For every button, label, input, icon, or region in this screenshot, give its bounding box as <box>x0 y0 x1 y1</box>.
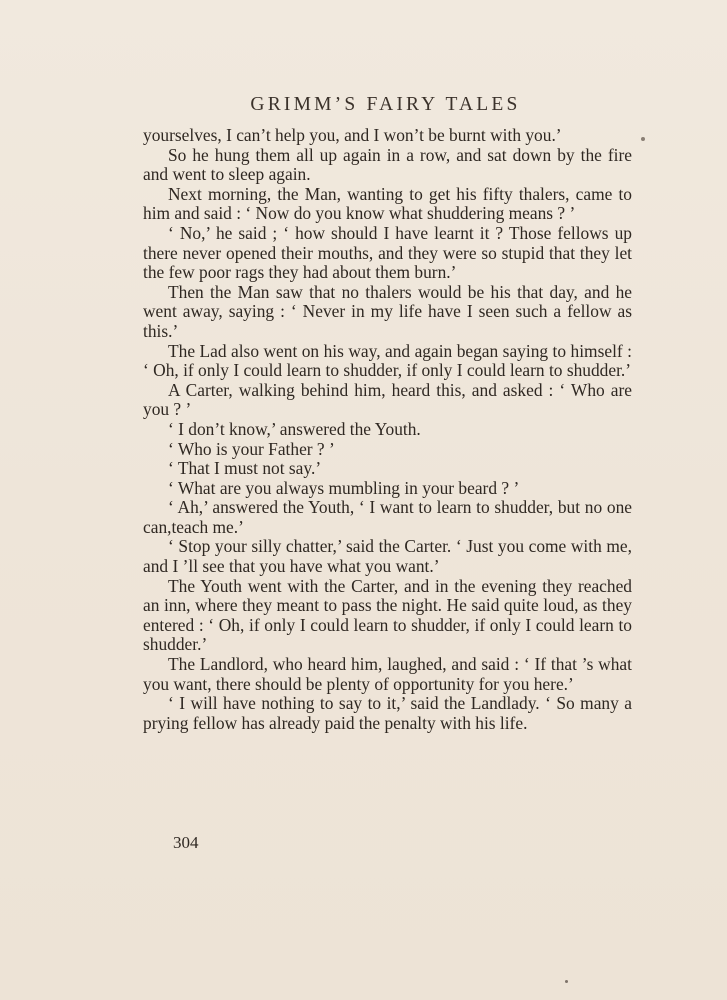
paper-speck <box>641 137 645 141</box>
paragraph: The Lad also went on his way, and again began saying to himself : ‘ Oh, if only I could learn to shudder, if only I could learn to shudder.’ <box>143 340 632 381</box>
paragraph: Next morning, the Man, wanting to get his fifty thalers, came to him and said : ‘ Now do you know what shuddering means ? ’ <box>143 183 632 224</box>
paragraph: ‘ Stop your silly chatter,’ said the Carter. ‘ Just you come with me, and I ’ll see that you have what you want.’ <box>143 536 632 577</box>
paragraph: ‘ I will have nothing to say to it,’ said the Landlady. ‘ So many a prying fellow has already paid the penalty with his life. <box>143 693 632 733</box>
paragraph: ‘ What are you always mumbling in your beard ? ’ <box>168 477 520 498</box>
paragraph: ‘ Who is your Father ? ’ <box>168 438 335 459</box>
paragraph: A Carter, walking behind him, heard this, and asked : ‘ Who are you ? ’ <box>143 379 632 420</box>
paragraph: Then the Man saw that no thalers would be his that day, and he went away, saying : ‘ Never in my life have I seen such a fellow as this.’ <box>143 281 632 341</box>
paragraph: ‘ No,’ he said ; ‘ how should I have learnt it ? Those fellows up there never opened their mouths, and they were so stupid that they let the few poor rags they had about them burn.’ <box>143 222 632 283</box>
paragraph: yourselves, I can’t help you, and I won’t be burnt with you.’ <box>143 125 562 145</box>
paragraph: ‘ Ah,’ answered the Youth, ‘ I want to learn to shudder, but no one can,teach me.’ <box>143 497 632 537</box>
paragraph: The Youth went with the Carter, and in the evening they reached an inn, where they meant to pass the night. He said quite loud, as they entered : ‘ Oh, if only I could learn to shudder, if only I could learn to shudder.’ <box>143 575 632 655</box>
paper-speck <box>565 980 568 983</box>
page-body-text <box>143 126 632 733</box>
paragraph: The Landlord, who heard him, laughed, and said : ‘ If that ’s what you want, there should be plenty of opportunity for you here.’ <box>143 654 632 694</box>
page-number: 304 <box>173 833 199 852</box>
paragraph: ‘ I don’t know,’ answered the Youth. <box>168 418 421 439</box>
running-header: GRIMM’S FAIRY TALES <box>250 94 521 115</box>
paragraph: So he hung them all up again in a row, and sat down by the fire and went to sleep again. <box>143 144 632 185</box>
paragraph: ‘ That I must not say.’ <box>168 458 322 479</box>
